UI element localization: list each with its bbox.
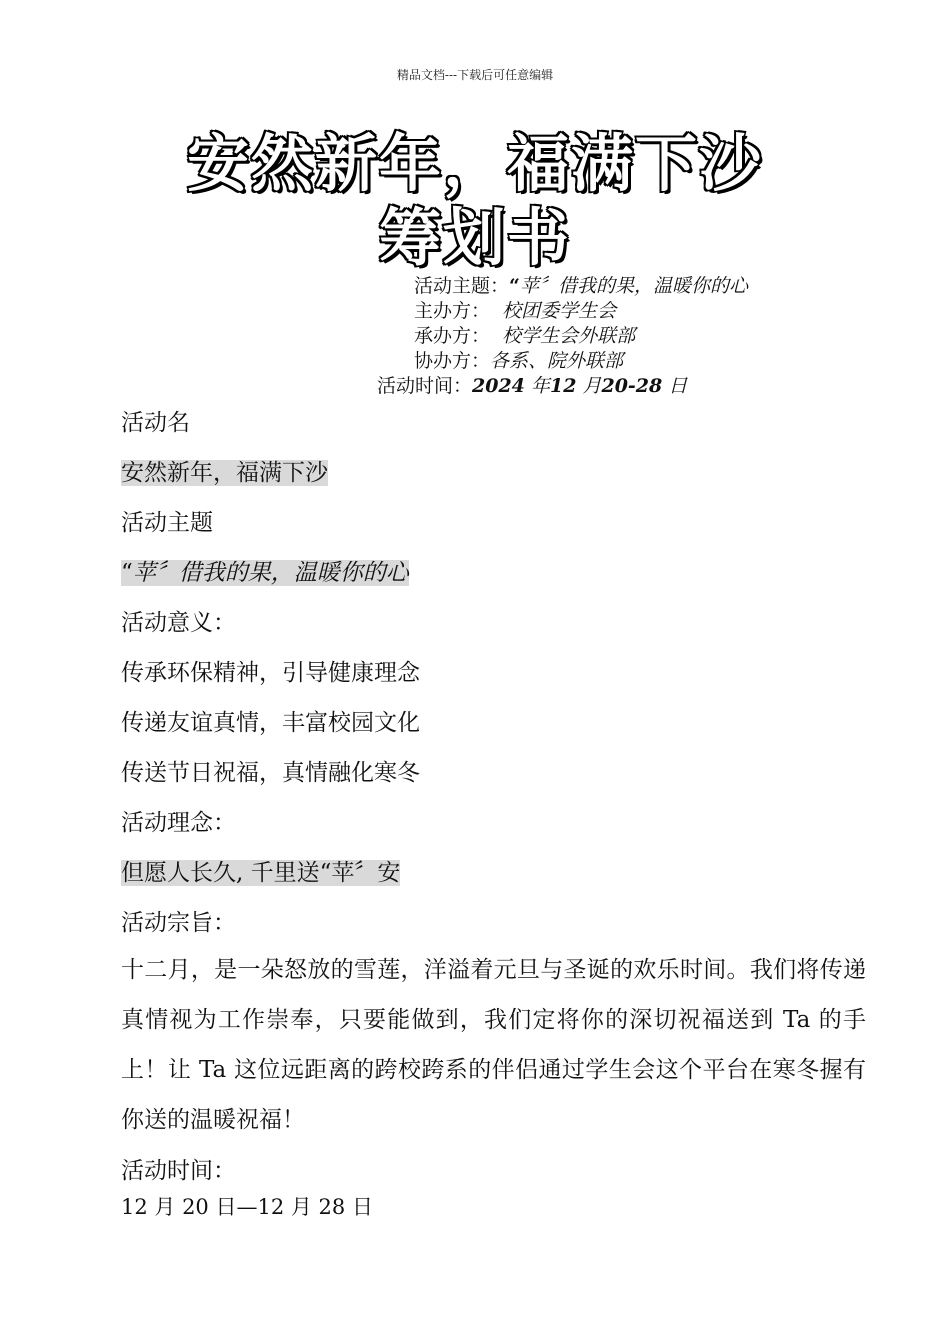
name-value-text: 安然新年，福满下沙 xyxy=(121,460,328,486)
meta-organizer xyxy=(414,324,635,348)
meta-time-year: 2024 xyxy=(472,375,525,397)
theme-quote-open: “ xyxy=(121,560,133,586)
meaning-item: 传送节日祝福，真情融化寒冬 xyxy=(121,760,420,786)
purpose-heading: 活动宗旨： xyxy=(121,910,236,936)
header-note: 精品文档---下载后可任意编辑 xyxy=(396,68,554,82)
philosophy-value-text: 但愿人长久, 千里送“苹〞安 xyxy=(121,860,401,886)
meta-organizer-label: 承办方： xyxy=(414,325,491,347)
time-value: 12 月 20 日—12 月 28 日 xyxy=(121,1195,373,1219)
purpose-paragraph: 十二月，是一朵怒放的雪莲，洋溢着元旦与圣诞的欢乐时间。我们将传递真情视为工作崇奉，只要能做到，我们定将你的深切祝福送到 Ta 的手上！让 Ta 这位远距离的跨校跨系的伴侣通过学生会这个平台在寒冬握有你送的温暖祝福！ xyxy=(121,957,866,1133)
theme-value-highlight xyxy=(121,560,409,586)
theme-value xyxy=(121,558,409,588)
meta-co-organizer xyxy=(414,349,623,373)
meta-host-value: 校团委学生会 xyxy=(502,300,617,322)
meta-time-day-unit: 日 xyxy=(668,375,688,397)
meta-theme xyxy=(414,274,748,298)
meta-time-month: 12 xyxy=(549,375,577,397)
meta-theme-quote: “ xyxy=(509,275,520,297)
meta-time xyxy=(377,374,687,398)
time-heading: 活动时间： xyxy=(121,1158,236,1184)
philosophy-value xyxy=(121,858,400,888)
theme-heading: 活动主题 xyxy=(121,510,213,536)
meta-theme-label: 活动主题： xyxy=(414,275,510,297)
name-heading: 活动名 xyxy=(121,410,190,436)
name-value xyxy=(121,458,328,488)
theme-value-text: 苹〞借我的果，温暖你的心 xyxy=(132,560,409,586)
meta-time-days: 20-28 xyxy=(601,375,663,397)
meta-co-value: 各系、院外联部 xyxy=(490,350,624,372)
meta-organizer-value: 校学生会外联部 xyxy=(502,325,636,347)
document-title: 安然新年，福满下沙 xyxy=(186,127,763,200)
meta-theme-value: 苹〞借我的果，温暖你的心 xyxy=(519,275,748,297)
meaning-item: 传承环保精神，引导健康理念 xyxy=(121,660,420,686)
meta-time-month-unit: 月 xyxy=(582,375,602,397)
meaning-item: 传递友谊真情，丰富校园文化 xyxy=(121,710,420,736)
philosophy-heading: 活动理念： xyxy=(121,810,236,836)
meaning-heading: 活动意义： xyxy=(121,610,236,636)
meta-host xyxy=(414,299,616,323)
meta-time-year-unit: 年 xyxy=(530,375,550,397)
meta-co-label: 协办方： xyxy=(414,350,491,372)
document-subtitle: 筹划书 xyxy=(378,201,571,274)
meta-time-label: 活动时间： xyxy=(377,375,473,397)
meta-host-label: 主办方： xyxy=(414,300,491,322)
